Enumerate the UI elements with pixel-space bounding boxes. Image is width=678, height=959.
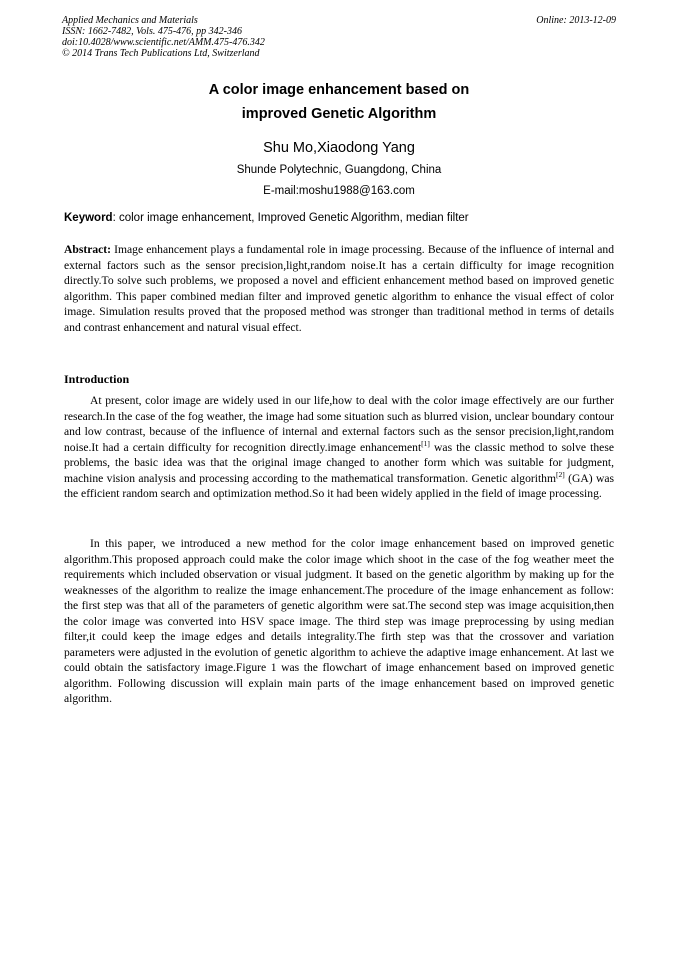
keyword-line [64,212,616,224]
abstract-label: Abstract: [64,243,112,256]
section-heading-introduction: Introduction [64,372,130,386]
paper-title-line2: improved Genetic Algorithm [241,106,437,122]
abstract-text: Image enhancement plays a fundamental role in image processing. Because of the influence of internal and external factors such as the sensor precision,light,random noise.It has a certain difficulty for image recognition directly.To solve such problems, we proposed a novel and efficient enhancement method based on improved genetic algorithm. This paper combined median filter and improved genetic algorithm to enhance the visual effect of color image. Simulation results proved that the proposed method was stronger than traditional method in terms of details and contrast enhancement and natural visual effect. [64,243,614,334]
intro-p1-part-c: (GA) was the efficient random search and optimization method.So it had been widely applied in the field of image processing. [64,471,614,500]
doi-line: doi:10.4028/www.scientific.net/AMM.475-476.342 [62,37,265,48]
keyword-text: : color image enhancement, Improved Genetic Algorithm, median filter [112,212,469,224]
abstract [64,242,614,335]
citation-ref-2: [2] [556,469,565,479]
journal-name: Applied Mechanics and Materials [62,15,198,26]
intro-p1-part-b: was the classic method to solve these problems, the basic idea was that the original image changed to another form which was suitable for judgment, machine vision analysis and processing according to the mathematical transformation. Genetic algorithm [64,440,614,485]
online-date: Online: 2013-12-09 [536,15,616,26]
intro-paragraph-2: In this paper, we introduced a new method for the color image enhancement based on improved genetic algorithm.This proposed approach could make the color image which shoot in the case of the fog weather meet the requirements which included observation or visual judgment. It based on the genetic algorithm by making up for the weaknesses of the algorithm to realize the image enhancement.The procedure of the image enhancement as follow: the first step was that all of the parameters of genetic algorithm were sat.The second step was image acquisition,then the color image was converted into HSV space image. The third step was image preprocessing by using median filter,it could keep the image edges and details integrality.The firth step was that the crossover and variation parameters were adjusted in the evolution of genetic algorithm to achieve the adaptive image enhancement. At last we could obtain the satisfactory image.Figure 1 was the flowchart of image enhancement based on improved genetic algorithm. Following discussion will explain main parts of the image enhancement based on improved genetic algorithm. [64,537,614,705]
intro-paragraph-1 [64,393,614,502]
issn-line: ISSN: 1662-7482, Vols. 475-476, pp 342-346 [62,26,242,37]
paper-authors: Shu Mo,Xiaodong Yang [263,140,415,156]
paper-affiliation: Shunde Polytechnic, Guangdong, China [236,164,442,176]
copyright-line: © 2014 Trans Tech Publications Ltd, Switzerland [62,48,260,59]
intro-p1-part-a: At present, color image are widely used in our life,how to deal with the color image effectively are our further research.In the case of the fog weather, the image had some situation such as blurred vision, unclear boundary contour and low contrast, because of the influence of internal and external factors such as the sensor precision,light,random noise.It had a certain difficulty for recognition directly.image enhancement [64,394,614,454]
journal-header [62,15,265,59]
paper-title-line1: A color image enhancement based on [208,82,470,98]
citation-ref-1: [1] [421,438,430,448]
keyword-label: Keyword [64,212,113,224]
paper-email: E-mail:moshu1988@163.com [263,185,415,197]
